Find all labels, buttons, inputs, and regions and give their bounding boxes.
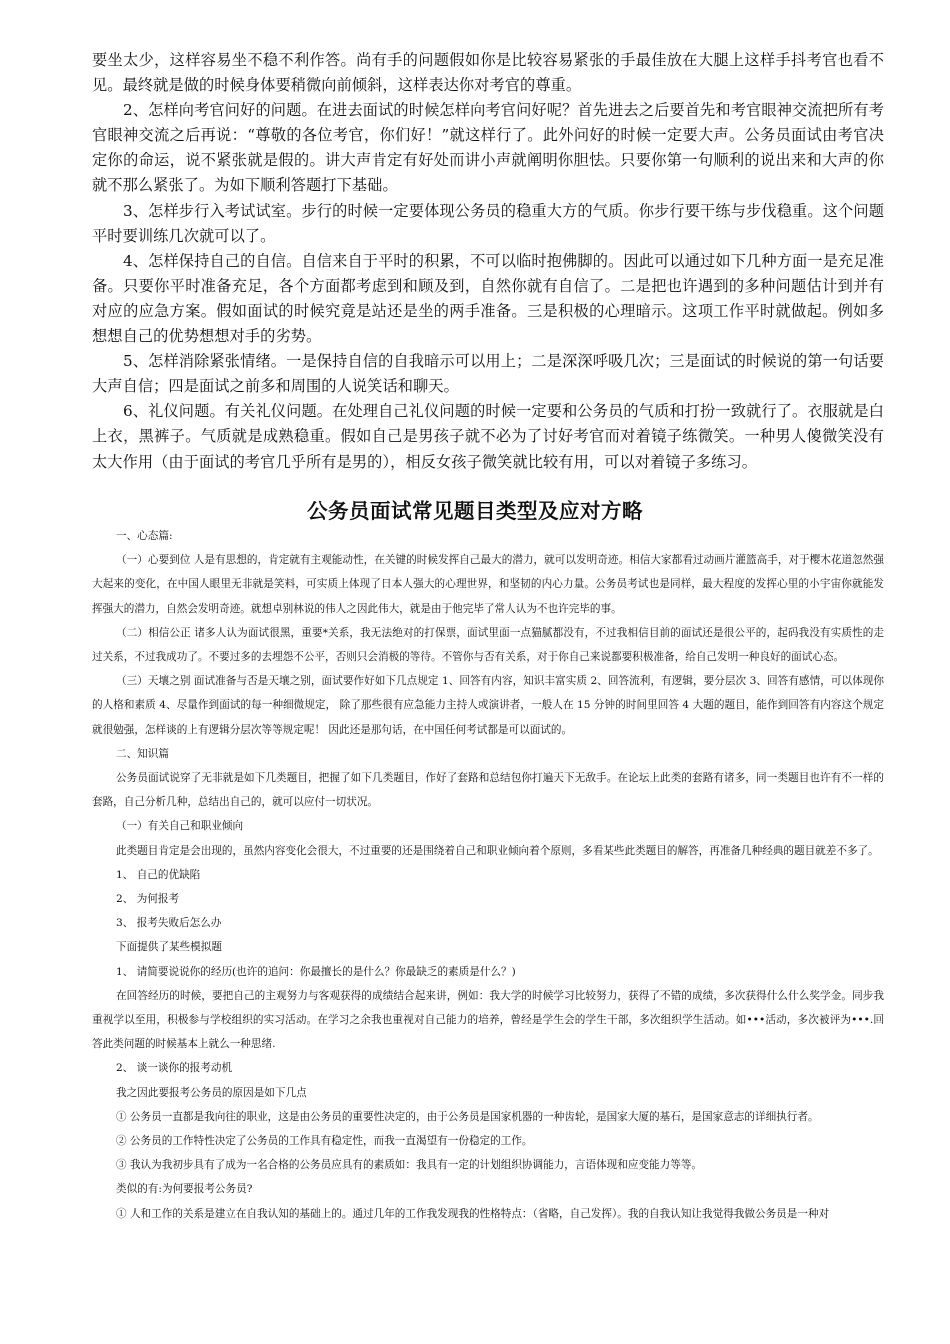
body-paragraph: 二、知识篇 <box>116 747 169 760</box>
body-paragraph: 类似的有:为何要报考公务员? <box>116 1183 253 1196</box>
body-paragraph: （三）天壤之别 面试准备与否是天壤之别，面试要作好如下几点规定 1、回答有内容，知识丰富实质 2、回答流利，有逻辑，要分层次 3、回答有感情，可以体现你的人格和素质 4、尽量作到面试的每一种细微规定， 除了那些很有应急能力主持人或演讲者，一般人在 15 分钟的时间里回答 4 大题的题目，能作到回答有内容这个规定就很勉强，怎样谈的上有逻辑分层次等等规定呢！ 因此还是那句话，在中国任何考试都是可以面试的。 <box>92 675 884 736</box>
body-paragraph: ① 公务员一直都是我向往的职业，这是由公务员的重要性决定的，由于公务员是国家机器的一种齿轮，是国家大厦的基石，是国家意志的详细执行者。 <box>116 1110 819 1123</box>
intro-paragraph: 4、怎样保持自己的自信。自信来自于平时的积累，不可以临时抱佛脚的。因此可以通过如下几种方面一是充足准备。只要你平时准备充足，各个方面都考虑到和顾及到，自然你就有自信了。二是把也许遇到的多种问题估计到并有对应的应急方案。假如面试的时候究竟是站还是坐的两手准备。三是积极的心理暗示。这项工作平时就做起。例如多想想自己的优势想想对手的劣势。 <box>92 251 884 346</box>
intro-paragraph: 要坐太少，这样容易坐不稳不利作答。尚有手的问题假如你是比较容易紧张的手最佳放在大腿上这样手抖考官也看不见。最终就是做的时候身体要稍微向前倾斜，这样表达你对考官的尊重。 <box>92 51 884 95</box>
body-section <box>92 524 884 1226</box>
body-paragraph: 一、心态篇: <box>116 530 173 542</box>
intro-paragraph: 2、怎样向考官问好的问题。在进去面试的时候怎样向考官问好呢？首先进去之后要首先和考官眼神交流把所有考官眼神交流之后再说：“尊敬的各位考官，你们好！”就这样行了。此外问好的时候一定要大声。公务员面试由考官决定你的命运，说不紧张就是假的。讲大声肯定有好处而讲小声就阐明你胆怯。只要你第一句顺利的说出来和大声的你就不那么紧张了。为如下顺利答题打下基础。 <box>92 101 884 195</box>
body-paragraph: 2、 谈一谈你的报考动机 <box>116 1062 233 1075</box>
section-title: 公务员面试常见题目类型及应对方略 <box>307 499 643 523</box>
intro-section <box>92 48 884 475</box>
body-paragraph: ③ 我认为我初步具有了成为一名合格的公务员应具有的素质如：我具有一定的计划组织协调能力，言语体现和应变能力等等。 <box>116 1159 703 1172</box>
intro-paragraph: 6、礼仪问题。有关礼仪问题。在处理自己礼仪问题的时候一定要和公务员的气质和打扮一致就行了。衣服就是白上衣，黑裤子。气质就是成熟稳重。假如自己是男孩子就不必为了讨好考官而对着镜子练微笑。一种男人傻微笑没有太大作用（由于面试的考官几乎所有是男的），相反女孩子微笑就比较有用，可以对着镜子多练习。 <box>92 402 884 471</box>
body-paragraph: 3、 报考失败后怎么办 <box>116 917 222 930</box>
intro-paragraph: 5、怎样消除紧张情绪。一是保持自信的自我暗示可以用上；二是深深呼吸几次；三是面试的时候说的第一句话要大声自信；四是面试之前多和周围的人说笑话和聊天。 <box>92 352 884 396</box>
body-paragraph: 1、 自己的优缺陷 <box>116 868 201 881</box>
body-paragraph: （二）相信公正 诸多人认为面试很黑，重要*关系，我无法绝对的打保票，面试里面一点猫腻都没有，不过我相信目前的面试还是很公平的，起码我没有实质性的走过关系，不过我成功了。不要过多的去埋怨不公平，否则只会消极的等待。不管你与否有关系，对于你自己来说都要积极准备，给自己发明一种良好的面试心态。 <box>92 626 884 664</box>
body-paragraph: （一）心要到位 人是有思想的，肯定就有主观能动性，在关键的时候发挥自己最大的潜力，就可以发明奇迹。相信大家都看过动画片灌篮高手，对于樱木花道忽然强大起来的变化，在中国人眼里无非就是笑料，可实质上体现了日本人强大的心理世界，和坚韧的内心力量。公务员考试也是同样，最大程度的发挥心里的小宇宙你就能发挥强大的潜力，自然会发明奇迹。就想卓别林说的伟人之因此伟大，就是由于他完毕了常人认为不也许完毕的事。 <box>92 554 884 615</box>
body-paragraph: 1、 请简要说说你的经历(也许的追问：你最擅长的是什么？你最缺乏的素质是什么？) <box>116 965 516 978</box>
body-paragraph: 此类题目肯定是会出现的，虽然内容变化会很大，不过重要的还是围绕着自己和职业倾向着个原则，多看某些此类题目的解答，再准备几种经典的题目就差不多了。 <box>116 844 879 857</box>
body-paragraph: ② 公务员的工作特性决定了公务员的工作具有稳定性，而我一直渴望有一份稳定的工作。 <box>116 1135 533 1148</box>
body-paragraph: 2、 为何报考 <box>116 893 180 906</box>
body-paragraph: 下面提供了某些模拟题 <box>116 941 222 954</box>
body-paragraph: ① 人和工作的关系是建立在自我认知的基础上的。通过几年的工作我发现我的性格特点：（省略，自己发挥）。我的自我认知让我觉得我做公务员是一种对 <box>116 1207 830 1220</box>
body-paragraph: 公务员面试说穿了无非就是如下几类题目，把握了如下几类题目，作好了套路和总结包你打遍天下无敌手。在论坛上此类的套路有诸多，同一类题目也许有不一样的套路，自己分析几种，总结出自己的，就可以应付一切状况。 <box>92 772 884 809</box>
body-paragraph: 我之因此要报考公务员的原因是如下几点 <box>116 1086 307 1099</box>
intro-paragraph: 3、怎样步行入考试试室。步行的时候一定要体现公务员的稳重大方的气质。你步行要干练与步伐稳重。这个问题平时要训练几次就可以了。 <box>92 201 884 245</box>
body-paragraph: 在回答经历的时候，要把自己的主观努力与客观获得的成绩结合起来讲，例如：我大学的时候学习比较努力，获得了不错的成绩，多次获得什么什么奖学金。同步我重视学以至用，积极参与学校组织的实习活动。在学习之余我也重视对自己能力的培养，曾经是学生会的学生干部，多次组织学生活动。如•••活动，多次被评为•••.回答此类问题的时候基本上就么一种思绪. <box>92 989 884 1051</box>
body-paragraph: （一）有关自己和职业倾向 <box>116 820 244 833</box>
